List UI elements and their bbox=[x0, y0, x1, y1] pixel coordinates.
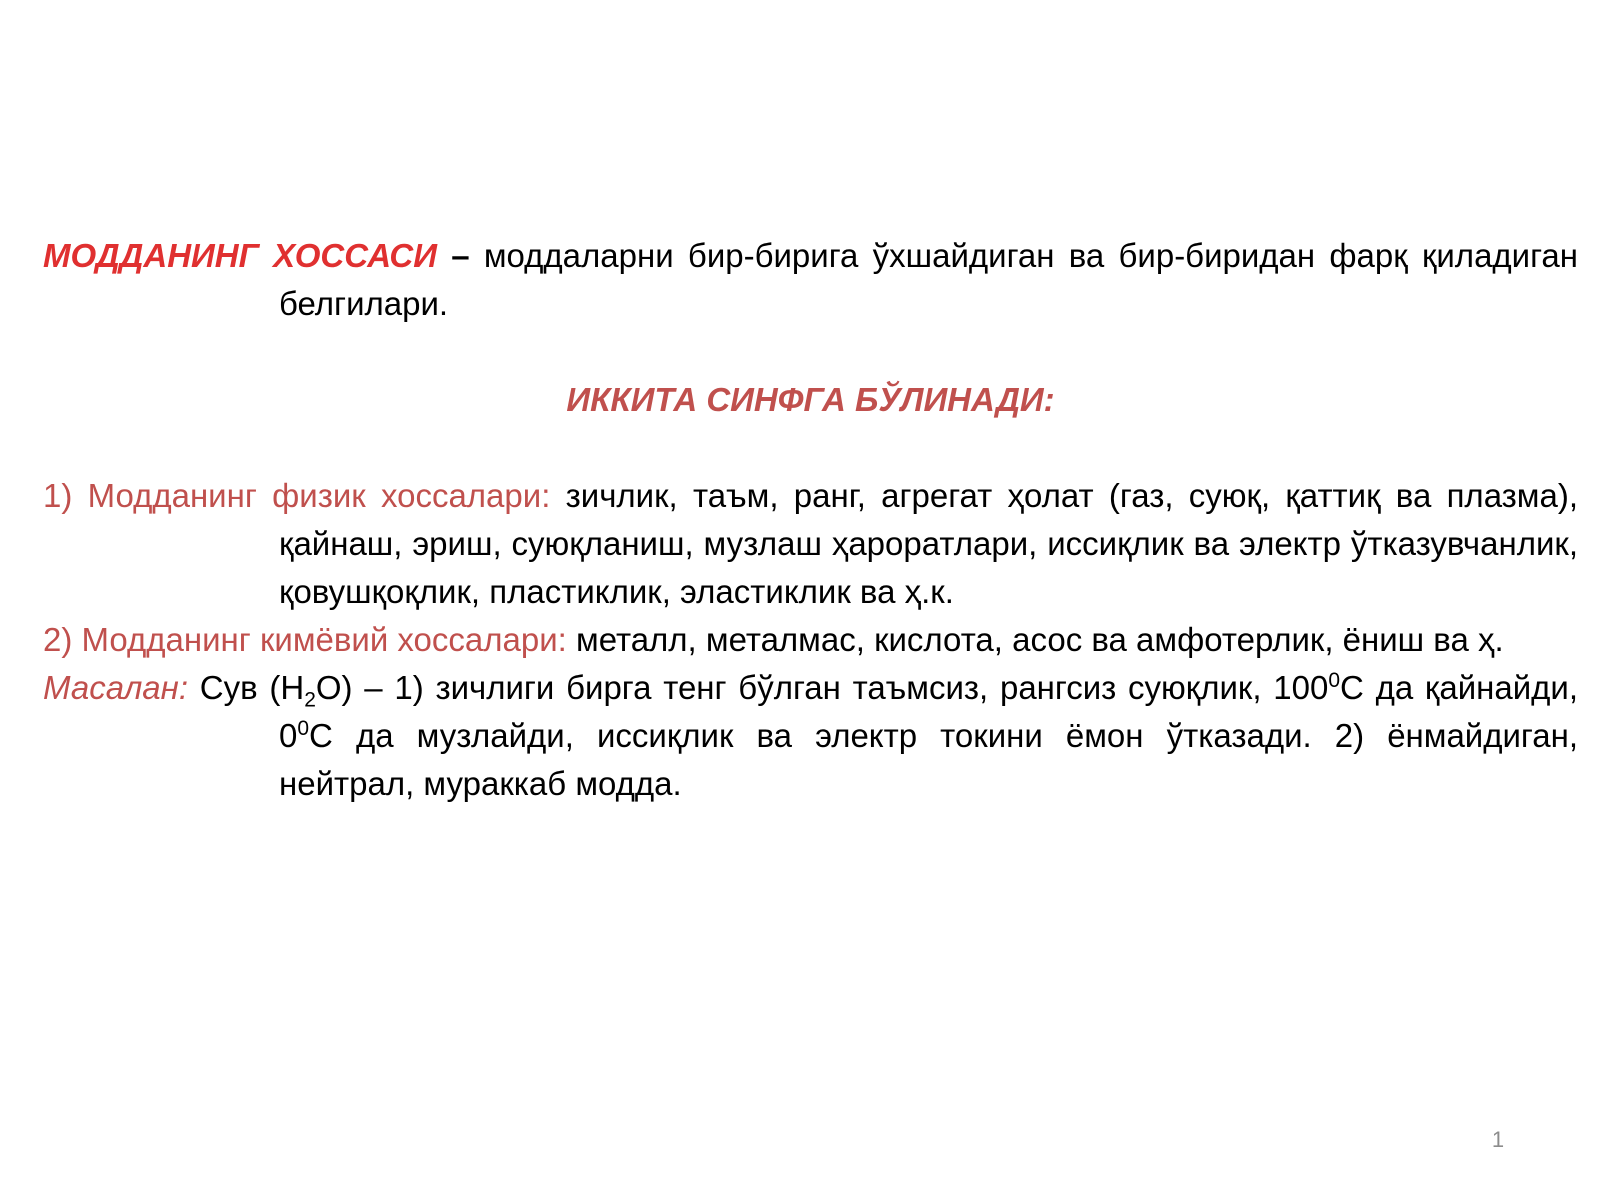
example-part1: Сув (H bbox=[199, 669, 305, 706]
spacer bbox=[43, 424, 1578, 472]
list-item-chemical bbox=[43, 616, 1578, 664]
list-item-physical bbox=[43, 472, 1578, 616]
list-item-text: зичлик, таъм, ранг, агрегат ҳолат (газ, суюқ, қаттиқ ва плазма), қайнаш, эриш, суюқланиш, музлаш ҳароратлари, иссиқлик ва электр ўтказувчанлик, қовушқоқлик, пластиклик, эластиклик ва ҳ.к. bbox=[279, 477, 1578, 610]
slide-body bbox=[43, 232, 1578, 808]
example-paragraph bbox=[43, 664, 1578, 808]
definition-paragraph bbox=[43, 232, 1578, 328]
example-part4: С да музлайди, иссиқлик ва электр токини ёмон ўтказади. 2) ёнмайдиган, нейтрал, мураккаб модда. bbox=[279, 717, 1578, 802]
definition-term: МОДДАНИНГ ХОССАСИ bbox=[43, 237, 437, 274]
list-item-text: металл, металмас, кислота, асос ва амфотерлик, ёниш ва ҳ. bbox=[576, 621, 1504, 658]
page-number: 1 bbox=[1491, 1127, 1505, 1152]
example-part3: С да қайнайди, 0 bbox=[279, 669, 1579, 754]
section-heading: ИККИТА СИНФГА БЎЛИНАДИ: bbox=[566, 381, 1055, 418]
example-subscript: 2 bbox=[304, 688, 316, 712]
definition-text: моддаларни бир-бирига ўхшайдиган ва бир-биридан фарқ қиладиган белгилари. bbox=[279, 237, 1578, 322]
definition-dash: – bbox=[451, 237, 470, 274]
list-item-label: 1) Модданинг физик хоссалари: bbox=[43, 477, 551, 514]
example-part2: O) – 1) зичлиги бирга тенг бўлган таъмсиз, рангсиз суюқлик, 100 bbox=[315, 669, 1329, 706]
spacer bbox=[43, 328, 1578, 376]
example-superscript: 0 bbox=[1328, 669, 1340, 692]
example-superscript: 0 bbox=[297, 717, 310, 740]
list-item-label: 2) Модданинг кимёвий хоссалари: bbox=[43, 621, 567, 658]
example-label: Масалан: bbox=[43, 669, 188, 706]
